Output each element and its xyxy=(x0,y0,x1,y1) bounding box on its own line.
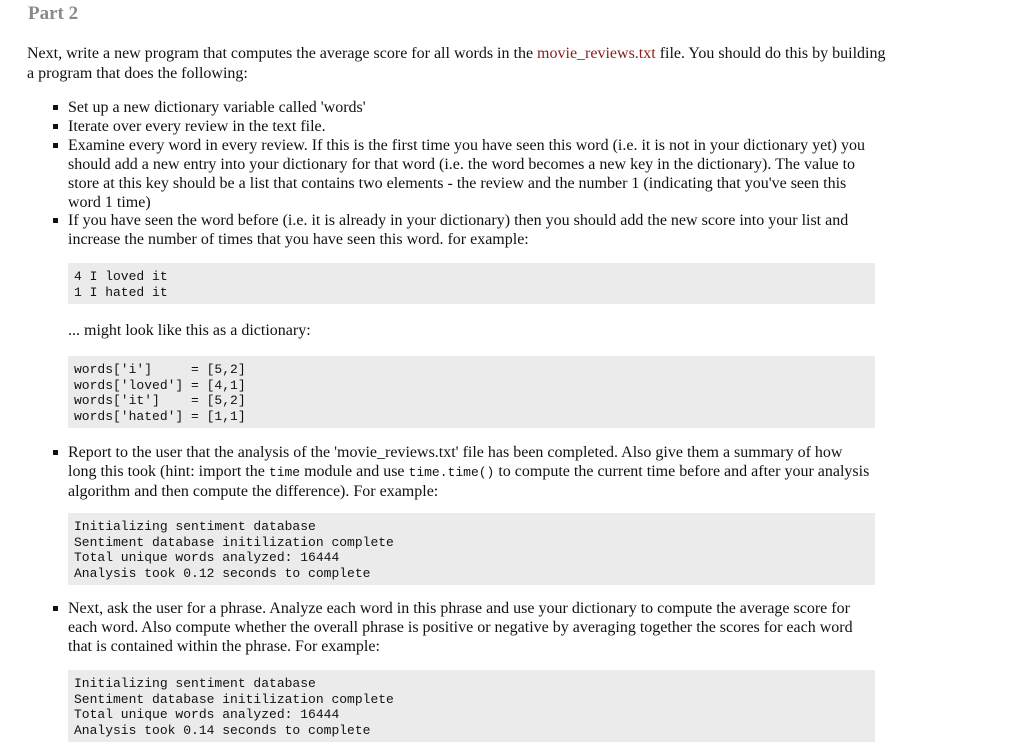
code-block-output-1: Initializing sentiment database Sentiment database initilization complete Total unique words analyzed: 16444 Analysis took 0.12 seconds to complete xyxy=(68,513,875,585)
list-item xyxy=(68,443,873,501)
list-item-text-3: to compute the current time before and after your analysis algorithm and then compute the difference). For example: xyxy=(68,463,870,500)
list-item xyxy=(68,98,868,117)
list-item-text: Examine every word in every review. If this is the first time you have seen this word (i.e. it is not in your dictionary yet) you should add a new entry into your dictionary for that word (i.e. the word becomes a new key in the dictionary). The value to store at this key should be a list that contains two elements - the review and the number 1 (indicating that you've seen this word 1 time) xyxy=(68,137,865,211)
code-block-dictionary: words['i'] = [5,2] words['loved'] = [4,1] words['it'] = [5,2] words['hated'] = [1,1] xyxy=(68,356,875,428)
inline-code-time: time xyxy=(268,465,301,480)
list-item xyxy=(68,599,876,656)
intro-text-before: Next, write a new program that computes the average score for all words in the xyxy=(27,45,538,62)
bullet-icon xyxy=(53,143,58,148)
list-item xyxy=(68,136,876,212)
list-item xyxy=(68,211,868,249)
list-item-text: If you have seen the word before (i.e. it is already in your dictionary) then you should add the new score into your list and increase the number of times that you have seen this word. for example: xyxy=(68,212,849,248)
intro-text-after: file. You should do this by building a program that does the following: xyxy=(27,45,886,82)
section-heading: Part 2 xyxy=(28,3,79,24)
code-block-output-2: Initializing sentiment database Sentiment database initilization complete Total unique words analyzed: 16444 Analysis took 0.14 seconds to complete xyxy=(68,670,875,742)
list-item-text: Iterate over every review in the text file. xyxy=(68,118,326,135)
inline-code-time-time: time.time() xyxy=(408,465,495,480)
list-item xyxy=(68,117,868,136)
list-item-text-2: module and use xyxy=(300,463,409,480)
bullet-icon xyxy=(53,124,58,129)
list-item-text: Next, ask the user for a phrase. Analyze each word in this phrase and use your dictionary to compute the average score for each word. Also compute whether the overall phrase is positive or negative by averaging together the scores for each word that is contained within the phrase. For example: xyxy=(68,600,853,655)
bullet-icon xyxy=(53,606,58,611)
bullet-icon xyxy=(53,450,58,455)
list-item-text: Set up a new dictionary variable called 'words' xyxy=(68,99,366,116)
bullet-icon xyxy=(53,105,58,110)
list-item-text-1: Report to the user that the analysis of the 'movie_reviews.txt' file has been completed. Also give them a summary of how long this took (hint: import the xyxy=(68,444,843,480)
bullet-icon xyxy=(53,218,58,223)
filename-link[interactable]: movie_reviews.txt xyxy=(537,45,656,62)
dictionary-intro: ... might look like this as a dictionary: xyxy=(68,322,311,339)
intro-paragraph xyxy=(27,44,887,83)
code-block-review-example: 4 I loved it 1 I hated it xyxy=(68,263,875,304)
